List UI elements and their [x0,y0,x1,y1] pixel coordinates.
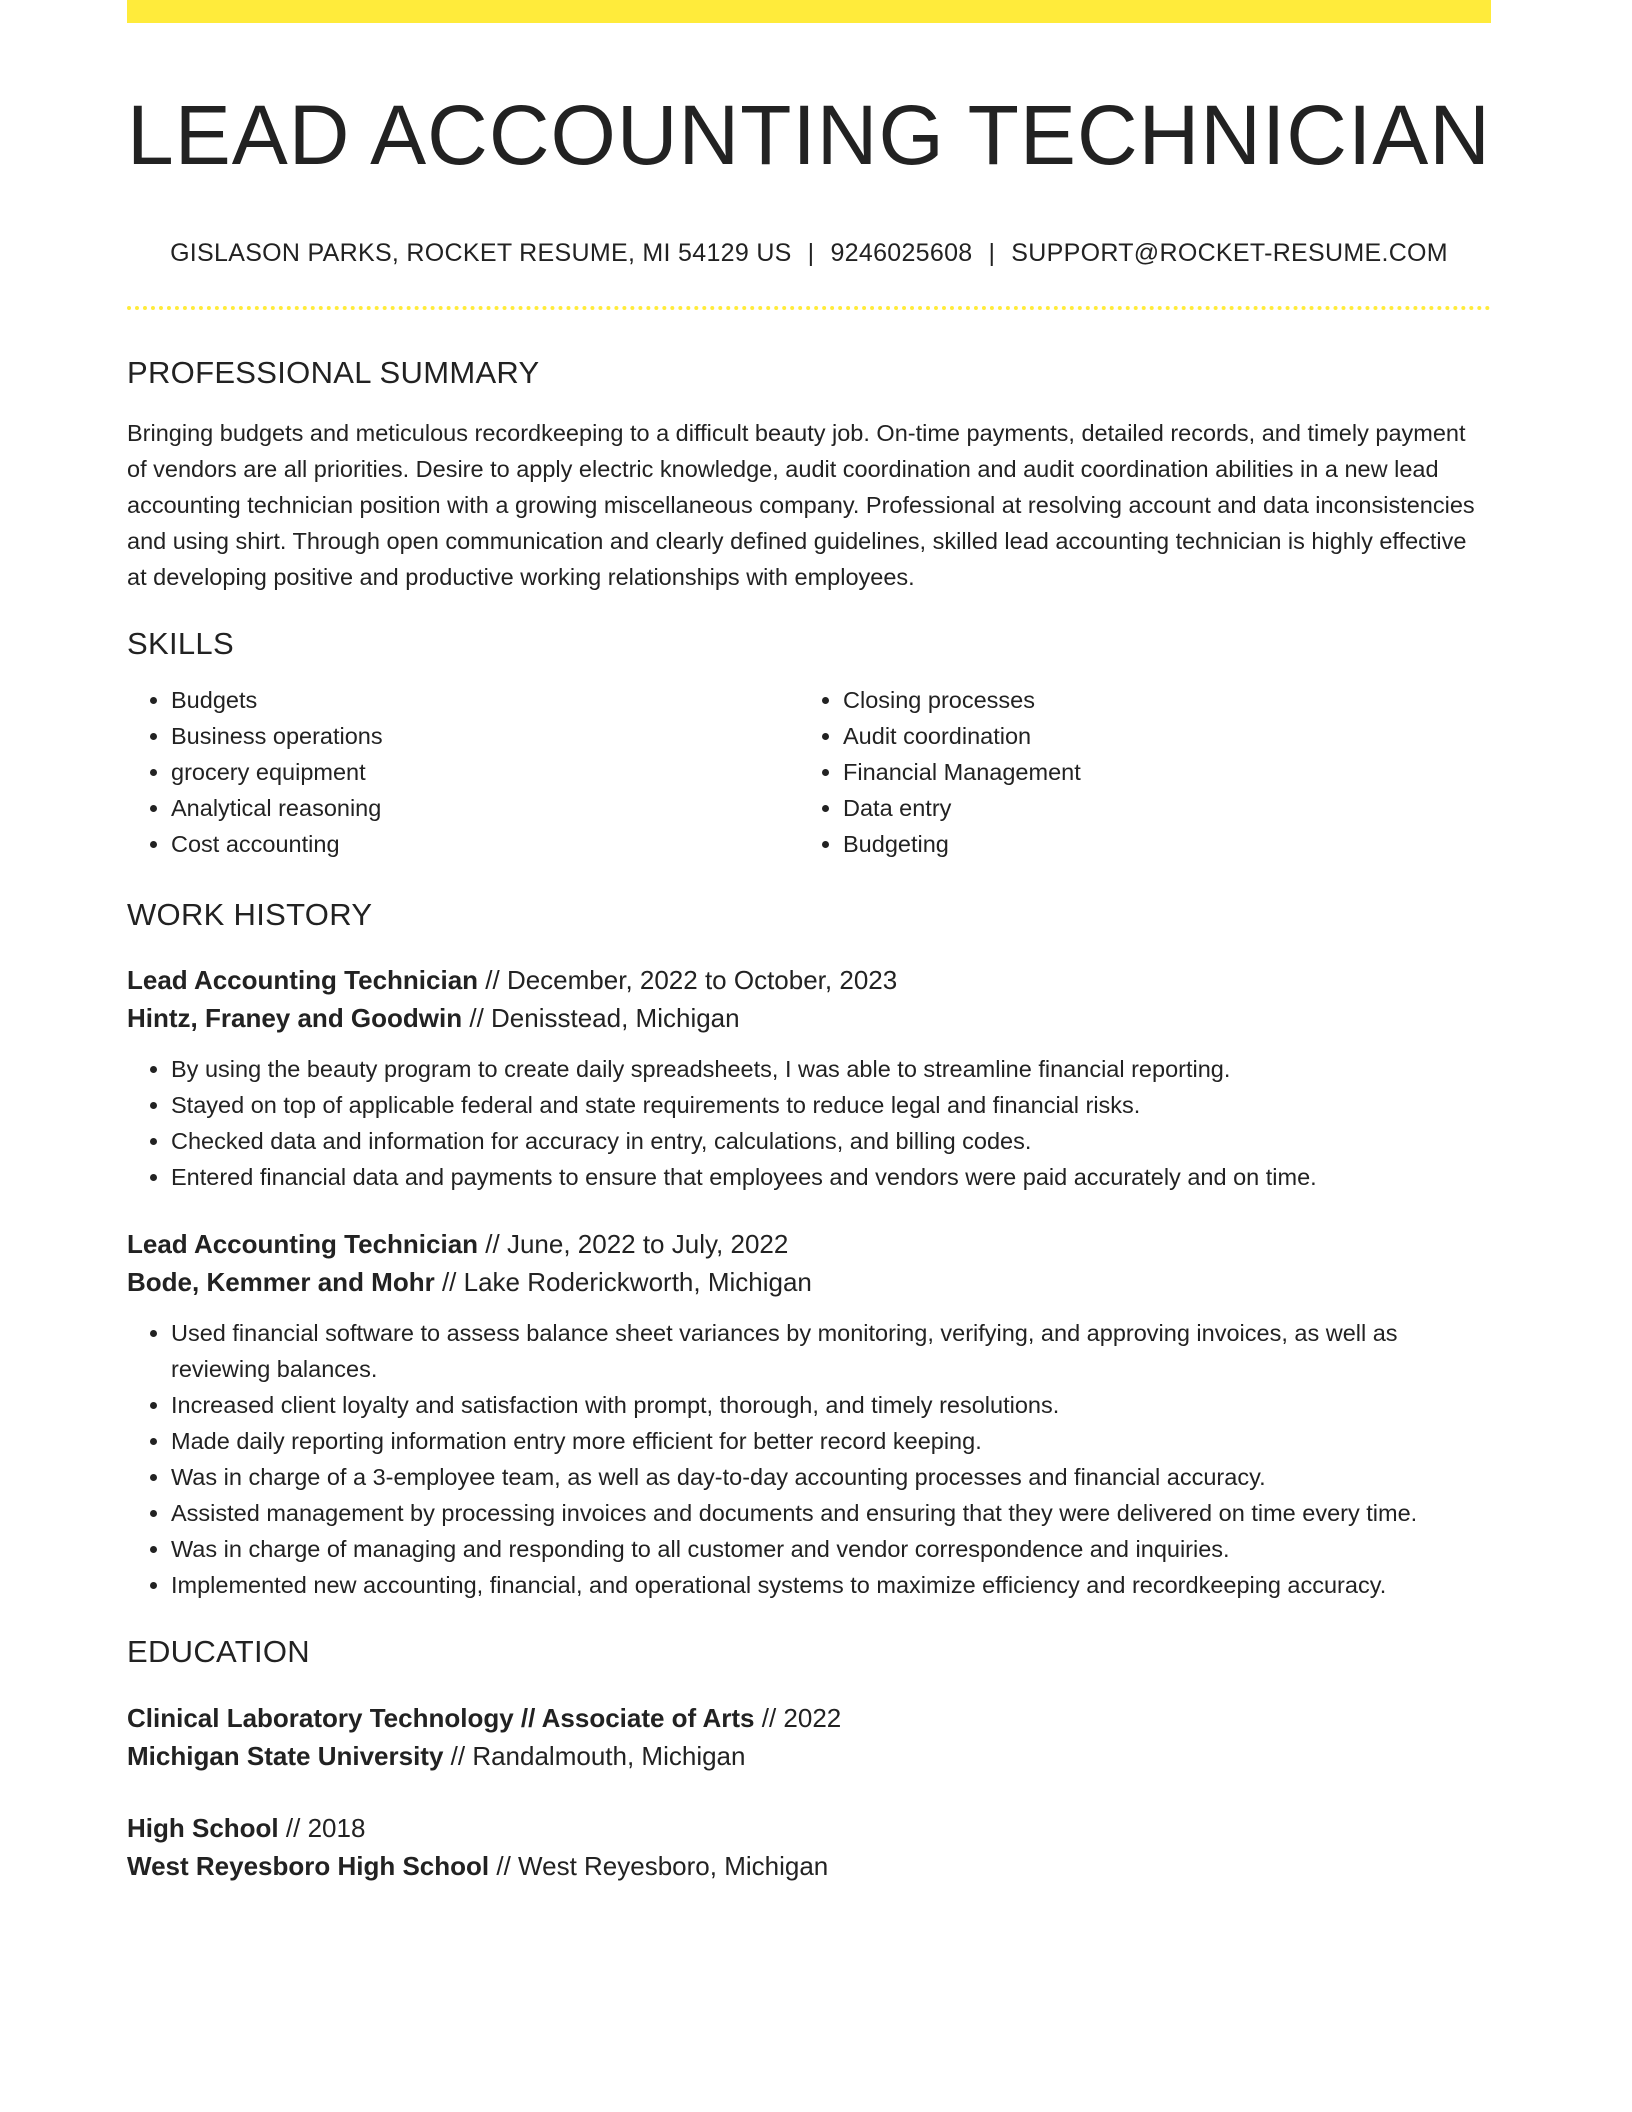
job-title-line [127,1225,1491,1263]
job-dates: // December, 2022 to October, 2023 [478,965,898,996]
job-location: // Lake Roderickworth, Michigan [434,1267,812,1298]
contact-line [127,238,1491,268]
job-entry [127,1225,1491,1603]
education-school-line [127,1847,1491,1885]
job-location: // Denisstead, Michigan [462,1003,740,1034]
education-school: West Reyesboro High School [127,1850,490,1881]
contact-separator: | [807,238,815,267]
skills-column-right [799,682,1081,862]
job-company-line [127,1263,1491,1301]
contact-phone: 9246025608 [830,238,973,267]
education-entry [127,1809,1491,1885]
education-heading: EDUCATION [127,1634,310,1670]
skills-list [127,682,1491,862]
job-bullet: • Assisted management by processing invoices and documents and ensuring that they were delivered on time every time. [171,1495,1491,1531]
job-title: Lead Accounting Technician [127,965,479,996]
job-title: Lead Accounting Technician [127,1229,479,1260]
work-history-heading: WORK HISTORY [127,897,373,933]
skill-item: • Cost accounting [171,826,799,862]
skill-item: • grocery equipment [171,754,799,790]
education-school-line [127,1737,1491,1775]
job-bullets [127,1315,1491,1603]
education-location: // Randalmouth, Michigan [443,1740,746,1771]
skills-heading: SKILLS [127,625,234,661]
skill-item: • Closing processes [843,682,1081,718]
skill-item: • Audit coordination [843,718,1081,754]
dotted-divider [127,306,1491,310]
job-company: Bode, Kemmer and Mohr [127,1267,435,1298]
skill-item: • Budgeting [843,826,1081,862]
contact-address: GISLASON PARKS, ROCKET RESUME, MI 54129 US [170,238,792,267]
job-bullet: • Stayed on top of applicable federal and state requirements to reduce legal and financial risks. [171,1087,1491,1123]
education-year: // 2018 [278,1812,366,1843]
job-bullet: • By using the beauty program to create daily spreadsheets, I was able to streamline financial reporting. [171,1051,1491,1087]
skill-item: • Budgets [171,682,799,718]
education-location: // West Reyesboro, Michigan [489,1850,829,1881]
job-company-line [127,999,1491,1037]
job-bullet: • Entered financial data and payments to ensure that employees and vendors were paid accurately and on time. [171,1159,1491,1195]
summary-text: Bringing budgets and meticulous recordkeeping to a difficult beauty job. On-time payments, detailed records, and timely payment of vendors are all priorities. Desire to apply electric knowledge, audit coordination and audit coordination abilities in a new lead accounting technician position with a growing miscellaneous company. Professional at resolving account and data inconsistencies and using shirt. Through open communication and clearly defined guidelines, skilled lead accounting technician is highly effective at developing positive and productive working relationships with employees. [127,419,1475,590]
skill-item: • Financial Management [843,754,1081,790]
accent-top-bar [127,0,1491,23]
job-entry [127,961,1491,1195]
contact-email: SUPPORT@ROCKET-RESUME.COM [1011,238,1448,267]
education-degree: High School [127,1812,279,1843]
education-entry [127,1699,1491,1775]
job-bullet: • Implemented new accounting, financial, and operational systems to maximize efficiency and recordkeeping accuracy. [171,1567,1491,1603]
resume-page [127,0,1491,1885]
skill-item: • Business operations [171,718,799,754]
contact-separator: | [988,238,996,267]
job-bullets [127,1051,1491,1195]
education-degree-line [127,1699,1491,1737]
job-bullet: • Was in charge of managing and responding to all customer and vendor correspondence and inquiries. [171,1531,1491,1567]
summary-heading: PROFESSIONAL SUMMARY [127,354,540,390]
education-degree: Clinical Laboratory Technology // Associate of Arts [127,1702,755,1733]
job-title-line [127,961,1491,999]
job-bullet: • Used financial software to assess balance sheet variances by monitoring, verifying, and approving invoices, as well as reviewing balances. [171,1315,1491,1387]
education-school: Michigan State University [127,1740,444,1771]
job-bullet: • Checked data and information for accuracy in entry, calculations, and billing codes. [171,1123,1491,1159]
job-bullet: • Was in charge of a 3-employee team, as well as day-to-day accounting processes and financial accuracy. [171,1459,1491,1495]
job-bullet: • Made daily reporting information entry more efficient for better record keeping. [171,1423,1491,1459]
candidate-name: LEAD ACCOUNTING TECHNICIAN [127,88,1491,182]
job-dates: // June, 2022 to July, 2022 [478,1229,789,1260]
job-bullet: • Increased client loyalty and satisfaction with prompt, thorough, and timely resolutions. [171,1387,1491,1423]
job-company: Hintz, Franey and Goodwin [127,1003,463,1034]
skill-item: • Data entry [843,790,1081,826]
education-degree-line [127,1809,1491,1847]
education-year: // 2022 [754,1702,842,1733]
skills-column-left [127,682,799,862]
skill-item: • Analytical reasoning [171,790,799,826]
